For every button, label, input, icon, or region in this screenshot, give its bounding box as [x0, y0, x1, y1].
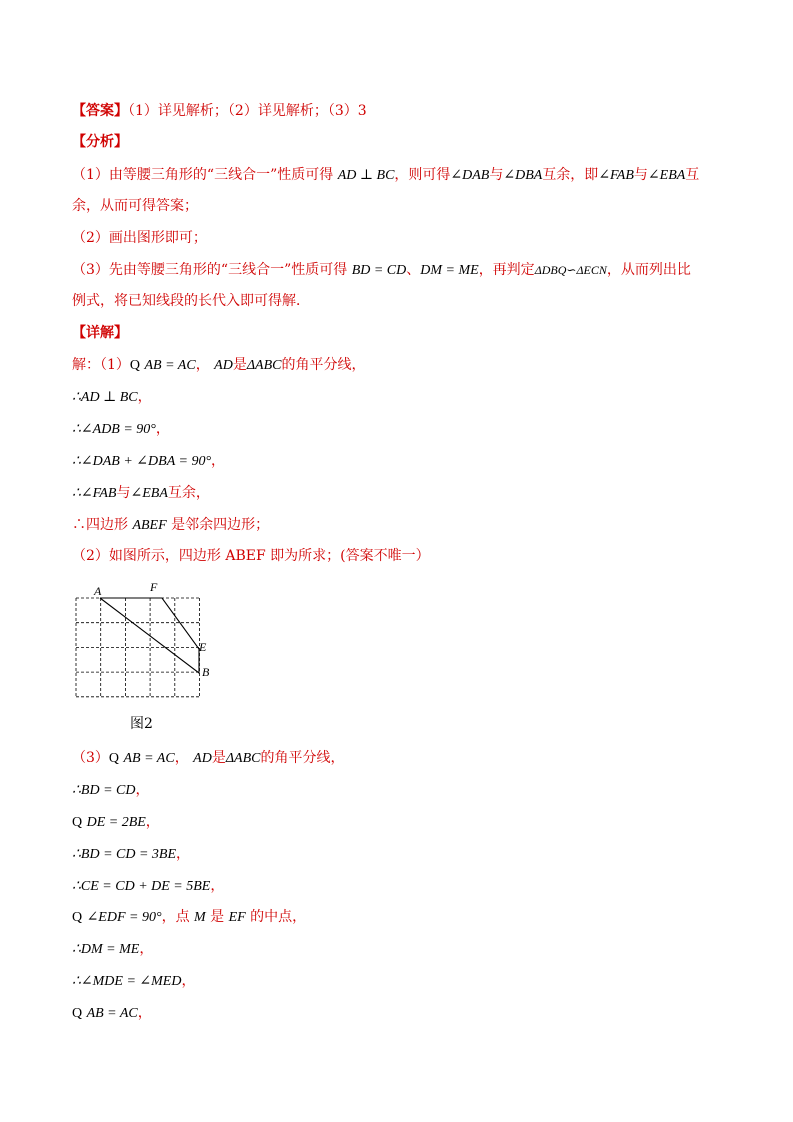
analysis-text: ，从而列出比 [606, 262, 691, 278]
analysis-text: 互余，即 [542, 167, 599, 183]
math-expression: ∴∠MDE = ∠MED [72, 974, 182, 989]
answer-tag: 【答案】 [72, 103, 128, 119]
detail-text: ， [195, 357, 210, 373]
math-expression: AB = AC [86, 1006, 138, 1021]
detail-text: ， [145, 814, 160, 830]
analysis-text: 与 [489, 167, 504, 183]
detail-text: 解：（1） [72, 357, 130, 373]
math-expression: ∠EDF = 90° [86, 910, 162, 925]
analysis-tag: 【分析】 [72, 134, 128, 150]
part3-line-1 [72, 748, 344, 769]
detail-text: 是 [211, 750, 226, 766]
answer-text: （1）详见解析；（2）详见解析；（3）3 [128, 103, 367, 119]
detail-line-7 [72, 546, 430, 566]
label-f: F [150, 580, 158, 594]
detail-text: 的角平分线， [260, 750, 345, 766]
label-b: B [202, 665, 210, 679]
math-expression: AD ⊥ BC [337, 168, 395, 183]
detail-text: 与 [116, 485, 131, 501]
grid-figure [60, 570, 230, 705]
detail-text: ， [174, 750, 189, 766]
detail-text: （3） [72, 750, 109, 766]
math-expression: ∴BD = CD [72, 783, 136, 798]
math-expression: AB = AC [123, 751, 175, 766]
analysis-text: 互 [685, 167, 700, 183]
analysis-text: ，再判定 [478, 262, 535, 278]
math-expression: AB = AC [144, 358, 196, 373]
because-symbol: Q [72, 910, 83, 925]
math-expression: ∴BD = CD = 3BE [72, 847, 177, 862]
detail-line-6 [72, 515, 269, 536]
detail-text: ∴四边形 [72, 517, 128, 533]
analysis-p1-line2 [72, 196, 198, 216]
analysis-heading [72, 132, 128, 152]
detail-text: ， [135, 782, 150, 798]
part3-line-2 [72, 780, 149, 801]
detail-text: ，点 [161, 909, 190, 925]
analysis-p3-line1 [72, 260, 691, 281]
math-expression: ∴∠DAB + ∠DBA = 90° [72, 454, 212, 469]
math-expression: DM = ME [420, 263, 479, 278]
analysis-p1-line1 [72, 165, 699, 186]
label-e: E [199, 640, 207, 654]
analysis-text: 与 [633, 167, 648, 183]
part3-line-6 [72, 907, 306, 928]
math-expression: AD [214, 358, 233, 373]
detail-line-4 [72, 451, 225, 472]
detail-text: （2）如图所示，四边形 ABEF 即为所求；(答案不唯一） [72, 548, 430, 564]
answer-line [72, 101, 367, 121]
math-expression: M [194, 910, 206, 925]
math-expression: ∴DM = ME [72, 942, 140, 957]
math-expression: DE = 2BE [86, 815, 146, 830]
detail-text: ， [181, 973, 196, 989]
math-expression: ∠EBA [130, 486, 168, 501]
detail-text: ， [137, 1005, 152, 1021]
detail-tag: 【详解】 [72, 325, 128, 341]
because-symbol: Q [72, 1006, 83, 1021]
math-expression: EF [228, 910, 246, 925]
analysis-text: 余，从而可得答案； [72, 198, 198, 214]
because-symbol: Q [129, 358, 141, 373]
analysis-text: （3）先由等腰三角形的“三线合一”性质可得 [72, 262, 348, 278]
detail-heading [72, 323, 128, 343]
detail-text: ， [210, 878, 225, 894]
math-expression: ∠EBA [647, 168, 686, 183]
detail-text: ， [176, 846, 191, 862]
label-a: A [94, 584, 102, 598]
detail-line-3 [72, 419, 170, 440]
analysis-text: （1）由等腰三角形的“三线合一”性质可得 [72, 167, 334, 183]
grid-lines [76, 598, 200, 697]
quadrilateral-abef [100, 598, 199, 673]
detail-text: ， [155, 421, 170, 437]
math-expression: ∴AD ⊥ BC [72, 390, 138, 405]
part3-line-8 [72, 971, 195, 992]
math-expression: ∠FAB [598, 168, 634, 183]
analysis-text: 例式，将已知线段的长代入即可得解． [72, 293, 310, 309]
part3-line-5 [72, 876, 224, 897]
analysis-p2 [72, 228, 207, 248]
figure-caption: 图2 [130, 716, 153, 732]
analysis-text: （2）画出图形即可； [72, 230, 207, 246]
detail-text: ， [211, 453, 226, 469]
part3-line-4 [72, 844, 190, 865]
math-expression: ΔDBQ∽ΔECN [534, 263, 607, 277]
because-symbol: Q [72, 815, 83, 830]
detail-line-1 [72, 355, 365, 376]
part3-line-9 [72, 1003, 152, 1024]
detail-text: ， [139, 941, 154, 957]
math-expression: ΔABC [225, 751, 261, 766]
detail-text: 是 [210, 909, 225, 925]
math-expression: BD = CD [351, 263, 407, 278]
analysis-text: 、 [406, 262, 421, 278]
detail-line-2 [72, 387, 152, 408]
math-expression: ΔABC [246, 358, 282, 373]
math-expression: AD [193, 751, 212, 766]
math-expression: ∴∠ADB = 90° [72, 422, 156, 437]
detail-text: 的中点， [250, 909, 307, 925]
detail-text: 互余， [167, 485, 210, 501]
detail-text: 的角平分线， [281, 357, 366, 373]
math-expression: ABEF [132, 518, 167, 533]
math-expression: ∴∠FAB [72, 486, 117, 501]
math-expression: ∴CE = CD + DE = 5BE [72, 879, 211, 894]
analysis-p3-line2 [72, 291, 310, 311]
part3-line-3 [72, 812, 160, 833]
math-expression: ∠DBA [503, 168, 543, 183]
part3-line-7 [72, 939, 153, 960]
detail-text: ， [137, 389, 152, 405]
because-symbol: Q [108, 751, 120, 766]
math-expression: ∠DAB [450, 168, 490, 183]
detail-text: 是邻余四边形； [171, 517, 270, 533]
analysis-text: ，则可得 [394, 167, 451, 183]
detail-line-5 [72, 483, 210, 504]
detail-text: 是 [232, 357, 247, 373]
